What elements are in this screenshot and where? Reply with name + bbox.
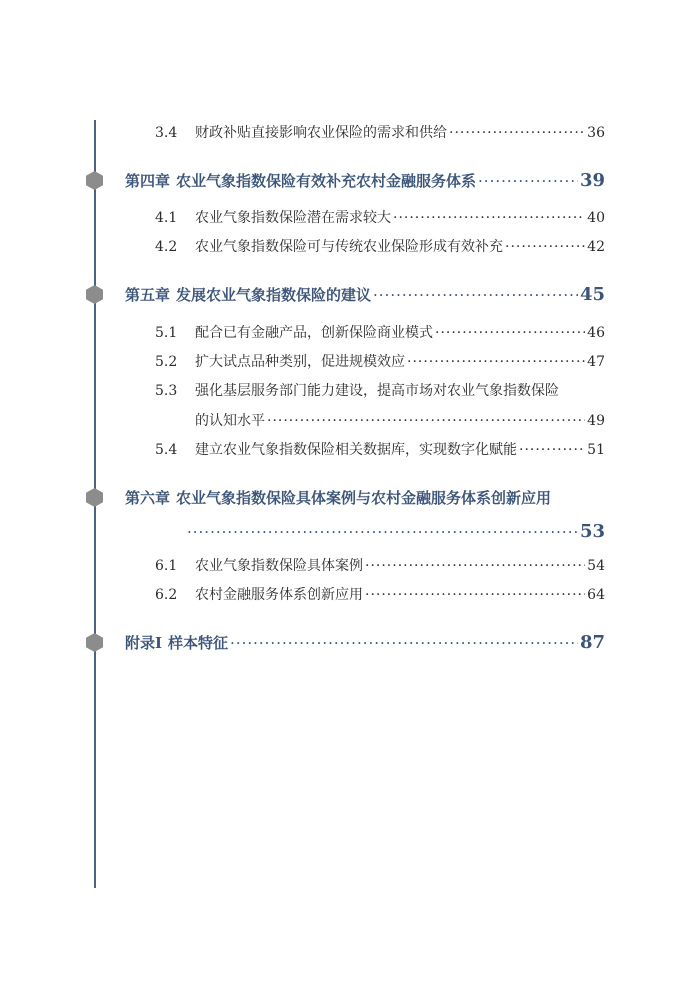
- leader-dots: [393, 210, 585, 226]
- toc-appendix-1[interactable]: [125, 632, 605, 653]
- page-number: 87: [579, 632, 605, 653]
- toc-entry-3-4[interactable]: [155, 122, 605, 142]
- hexagon-bullet-icon: [86, 633, 103, 652]
- toc-entry-5-3[interactable]: [155, 380, 605, 400]
- section-title: 农村金融服务体系创新应用: [195, 587, 363, 603]
- section-number: 5.3: [155, 383, 178, 399]
- page-number: 36: [587, 125, 605, 141]
- appendix-title: 样本特征: [168, 634, 229, 652]
- section-title: 农业气象指数保险可与传统农业保险形成有效补充: [195, 239, 503, 255]
- page-number: 51: [587, 442, 605, 458]
- chapter-title: 农业气象指数保险有效补充农村金融服务体系: [176, 172, 477, 190]
- leader-dots: [267, 413, 585, 429]
- toc-chapter-6-continuation[interactable]: [185, 521, 605, 542]
- page-number: 45: [579, 284, 605, 305]
- hexagon-bullet-icon: [86, 285, 103, 304]
- hexagon-bullet-icon: [86, 171, 103, 190]
- page-number: 47: [587, 354, 605, 370]
- section-title: 农业气象指数保险具体案例: [195, 558, 363, 574]
- toc-entry-5-2[interactable]: [155, 351, 605, 371]
- page-number: 49: [587, 413, 605, 429]
- page-number: 46: [587, 325, 605, 341]
- section-number: 3.4: [155, 125, 178, 141]
- section-number: 4.1: [155, 210, 178, 226]
- toc-entry-6-1[interactable]: [155, 555, 605, 575]
- section-number: 6.1: [155, 558, 178, 574]
- page-number: 42: [587, 239, 605, 255]
- toc-chapter-4[interactable]: [125, 170, 605, 191]
- page-number: 39: [579, 170, 605, 191]
- section-number: 4.2: [155, 239, 178, 255]
- toc-chapter-6[interactable]: [125, 487, 605, 508]
- toc-entry-6-2[interactable]: [155, 584, 605, 604]
- toc-entry-5-1[interactable]: [155, 322, 605, 342]
- chapter-title: 农业气象指数保险具体案例与农村金融服务体系创新应用: [176, 489, 552, 507]
- leader-dots: [373, 286, 578, 304]
- toc-entry-5-3-continuation[interactable]: [195, 410, 605, 430]
- chapter-label: 第六章: [125, 489, 171, 507]
- section-title-line-2: 的认知水平: [195, 413, 265, 429]
- leader-dots: [407, 354, 585, 370]
- section-number: 6.2: [155, 587, 178, 603]
- page-number: 54: [587, 558, 605, 574]
- page-number: 53: [579, 521, 605, 542]
- leader-dots: [435, 325, 585, 341]
- leader-dots: [187, 523, 578, 541]
- section-number: 5.1: [155, 325, 178, 341]
- chapter-title: 发展农业气象指数保险的建议: [176, 286, 372, 304]
- leader-dots: [449, 125, 585, 141]
- section-number: 5.2: [155, 354, 178, 370]
- toc-entry-5-4[interactable]: [155, 439, 605, 459]
- section-number: 5.4: [155, 442, 178, 458]
- leader-dots: [230, 634, 578, 652]
- section-title: 农业气象指数保险潜在需求较大: [195, 210, 391, 226]
- hexagon-bullet-icon: [86, 488, 103, 507]
- chapter-label: 第五章: [125, 286, 171, 304]
- leader-dots: [365, 587, 585, 603]
- page-number: 40: [587, 210, 605, 226]
- leader-dots: [478, 172, 578, 190]
- section-title: 配合已有金融产品，创新保险商业模式: [195, 325, 433, 341]
- section-title: 建立农业气象指数保险相关数据库，实现数字化赋能: [195, 442, 517, 458]
- toc-entry-4-1[interactable]: [155, 207, 605, 227]
- page-number: 64: [587, 587, 605, 603]
- toc-entry-4-2[interactable]: [155, 236, 605, 256]
- appendix-label: 附录Ⅰ: [125, 634, 163, 652]
- leader-dots: [365, 558, 585, 574]
- chapter-label: 第四章: [125, 172, 171, 190]
- leader-dots: [505, 239, 585, 255]
- section-title: 扩大试点品种类别，促进规模效应: [195, 354, 405, 370]
- section-title-line-1: 强化基层服务部门能力建设，提高市场对农业气象指数保险: [195, 383, 559, 399]
- leader-dots: [519, 442, 585, 458]
- toc-chapter-5[interactable]: [125, 284, 605, 305]
- section-title: 财政补贴直接影响农业保险的需求和供给: [195, 125, 447, 141]
